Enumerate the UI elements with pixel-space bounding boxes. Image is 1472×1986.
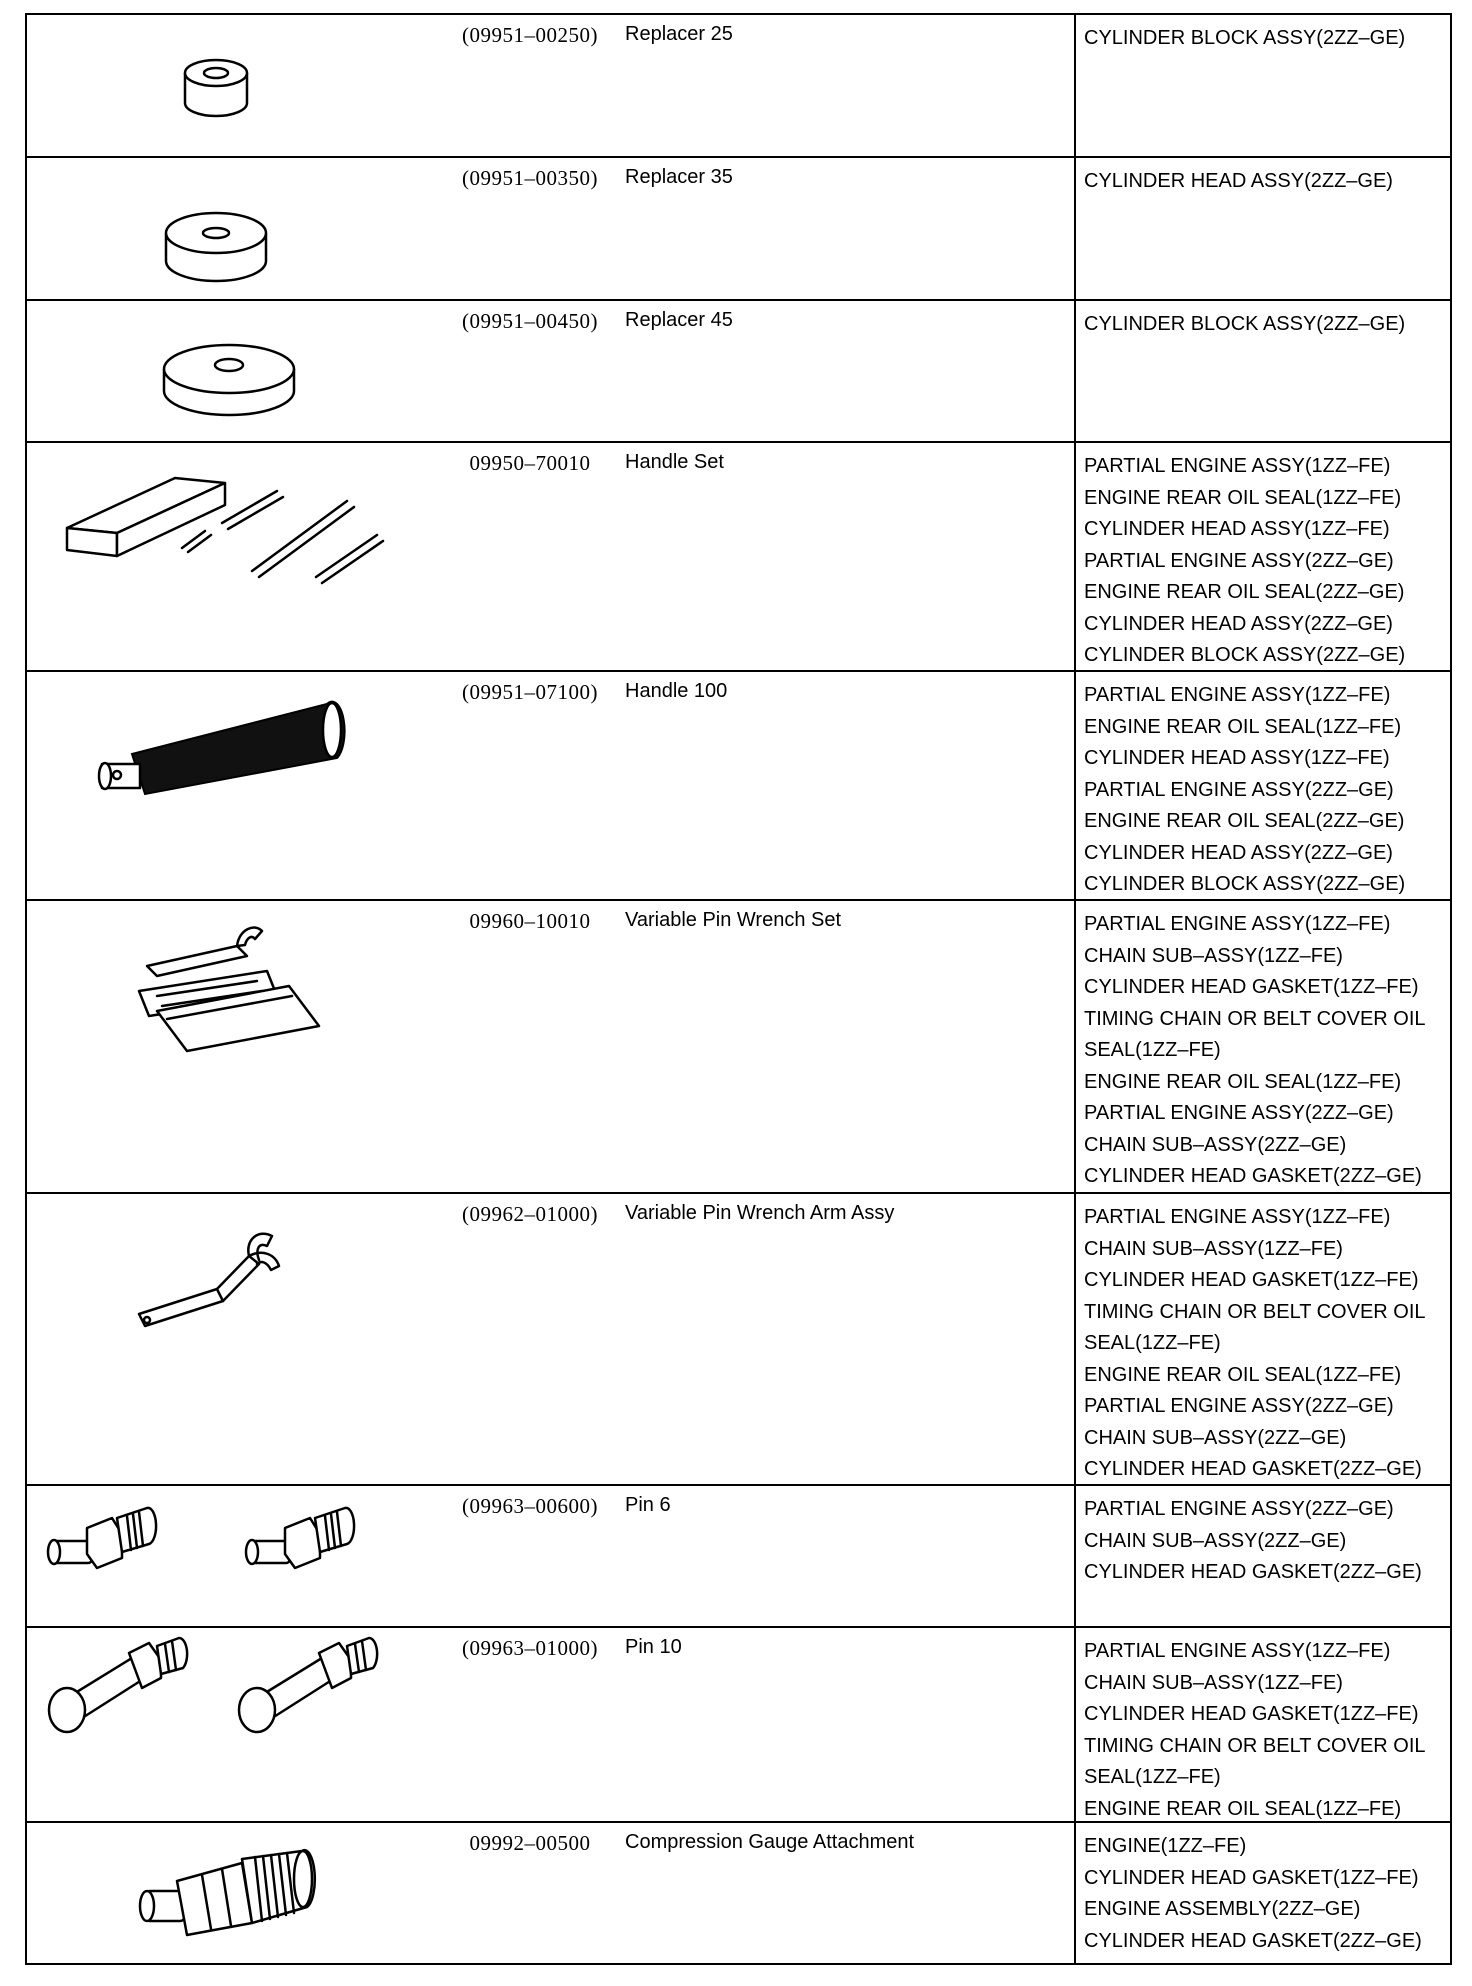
part-number: (09951–00350) <box>462 166 598 190</box>
usage-item: CYLINDER BLOCK ASSY(2ZZ–GE) <box>1084 644 1406 666</box>
tool-name: Handle 100 <box>625 680 728 702</box>
pin-6-icon <box>27 1486 427 1626</box>
usage-item: CYLINDER BLOCK ASSY(2ZZ–GE) <box>1084 873 1406 895</box>
usage-item: PARTIAL ENGINE ASSY(1ZZ–FE) <box>1084 684 1391 706</box>
table-row <box>27 1628 1450 1823</box>
usage-list <box>1084 451 1449 672</box>
usage-item: SEAL(1ZZ–FE) <box>1084 1039 1221 1061</box>
usage-item: CYLINDER BLOCK ASSY(2ZZ–GE) <box>1084 313 1406 335</box>
usage-item: CYLINDER HEAD GASKET(1ZZ–FE) <box>1084 1703 1419 1725</box>
compression-gauge-attachment-icon <box>27 1823 427 1967</box>
usage-item: PARTIAL ENGINE ASSY(1ZZ–FE) <box>1084 1640 1391 1662</box>
usage-item: CHAIN SUB–ASSY(2ZZ–GE) <box>1084 1133 1347 1156</box>
table-row <box>27 901 1450 1194</box>
usage-item: PARTIAL ENGINE ASSY(2ZZ–GE) <box>1084 1395 1394 1417</box>
usage-list <box>1084 1202 1449 1486</box>
tool-name: Replacer 35 <box>625 166 733 188</box>
usage-item: PARTIAL ENGINE ASSY(2ZZ–GE) <box>1084 549 1394 572</box>
usage-list <box>1084 1831 1449 1957</box>
usage-list <box>1084 309 1449 341</box>
part-number: (09951–00450) <box>462 309 598 333</box>
usage-item: ENGINE(1ZZ–FE) <box>1084 1835 1247 1857</box>
usage-list <box>1084 166 1449 198</box>
handle-set-icon <box>27 443 427 670</box>
table-row <box>27 1823 1450 1967</box>
part-number: (09962–01000) <box>462 1202 598 1226</box>
table-row <box>27 1194 1450 1486</box>
tool-name: Variable Pin Wrench Set <box>625 909 842 931</box>
usage-item: PARTIAL ENGINE ASSY(2ZZ–GE) <box>1084 1102 1394 1124</box>
usage-item: CYLINDER HEAD ASSY(2ZZ–GE) <box>1084 841 1393 864</box>
usage-item: CYLINDER HEAD GASKET(1ZZ–FE) <box>1084 1866 1419 1889</box>
usage-item: CYLINDER HEAD GASKET(1ZZ–FE) <box>1084 1269 1419 1291</box>
part-number: 09950–70010 <box>469 451 591 475</box>
usage-item: TIMING CHAIN OR BELT COVER OIL <box>1084 1300 1426 1323</box>
usage-item: CYLINDER HEAD ASSY(2ZZ–GE) <box>1084 612 1393 635</box>
part-number: (09951–07100) <box>462 680 598 704</box>
table-row <box>27 301 1450 443</box>
usage-item: SEAL(1ZZ–FE) <box>1084 1766 1221 1788</box>
replacer-45-icon <box>27 301 427 441</box>
usage-item: ENGINE REAR OIL SEAL(1ZZ–FE) <box>1084 1070 1402 1093</box>
table-row <box>27 158 1450 301</box>
usage-item: CYLINDER HEAD GASKET(1ZZ–FE) <box>1084 976 1419 998</box>
usage-item: CHAIN SUB–ASSY(1ZZ–FE) <box>1084 944 1343 967</box>
pin-wrench-arm-icon <box>27 1194 427 1484</box>
usage-item: ENGINE REAR OIL SEAL(2ZZ–GE) <box>1084 810 1405 832</box>
usage-item: TIMING CHAIN OR BELT COVER OIL <box>1084 1007 1426 1030</box>
usage-list <box>1084 1494 1449 1589</box>
replacer-35-icon <box>27 158 427 299</box>
tool-name: Compression Gauge Attachment <box>625 1831 915 1853</box>
handle-100-icon <box>27 672 427 899</box>
usage-item: CYLINDER BLOCK ASSY(2ZZ–GE) <box>1084 27 1406 49</box>
usage-item: ENGINE REAR OIL SEAL(1ZZ–FE) <box>1084 486 1402 509</box>
column-divider <box>1074 15 1076 1963</box>
usage-item: ENGINE REAR OIL SEAL(1ZZ–FE) <box>1084 715 1402 738</box>
usage-item: ENGINE REAR OIL SEAL(1ZZ–FE) <box>1084 1363 1402 1386</box>
part-number: (09963–00600) <box>462 1494 598 1518</box>
usage-item: ENGINE REAR OIL SEAL(2ZZ–GE) <box>1084 581 1405 603</box>
part-number: (09963–01000) <box>462 1636 598 1660</box>
tool-name: Pin 10 <box>625 1636 682 1658</box>
usage-item: PARTIAL ENGINE ASSY(2ZZ–GE) <box>1084 778 1394 801</box>
usage-item: CHAIN SUB–ASSY(1ZZ–FE) <box>1084 1237 1343 1260</box>
usage-item: TIMING CHAIN OR BELT COVER OIL <box>1084 1734 1426 1757</box>
table-row <box>27 443 1450 672</box>
tool-name: Replacer 45 <box>625 309 733 331</box>
tool-name: Variable Pin Wrench Arm Assy <box>625 1202 895 1224</box>
usage-item: SEAL(1ZZ–FE) <box>1084 1332 1221 1354</box>
usage-item: CYLINDER HEAD GASKET(2ZZ–GE) <box>1084 1929 1422 1952</box>
usage-item: CYLINDER HEAD ASSY(2ZZ–GE) <box>1084 170 1393 192</box>
usage-item: ENGINE ASSEMBLY(2ZZ–GE) <box>1084 1898 1361 1920</box>
usage-item: CYLINDER HEAD GASKET(2ZZ–GE) <box>1084 1458 1422 1480</box>
usage-item: CYLINDER HEAD ASSY(1ZZ–FE) <box>1084 747 1390 769</box>
usage-item: PARTIAL ENGINE ASSY(2ZZ–GE) <box>1084 1498 1394 1520</box>
usage-item: PARTIAL ENGINE ASSY(1ZZ–FE) <box>1084 455 1391 477</box>
part-number: 09992–00500 <box>469 1831 591 1855</box>
usage-item: ENGINE REAR OIL SEAL(1ZZ–FE) <box>1084 1797 1402 1820</box>
replacer-25-icon <box>27 15 427 156</box>
sst-table <box>25 13 1452 1965</box>
usage-item: PARTIAL ENGINE ASSY(1ZZ–FE) <box>1084 1206 1391 1228</box>
table-row <box>27 1486 1450 1628</box>
usage-list <box>1084 909 1449 1193</box>
tool-name: Replacer 25 <box>625 23 733 45</box>
usage-item: CHAIN SUB–ASSY(2ZZ–GE) <box>1084 1426 1347 1449</box>
usage-list <box>1084 1636 1449 1825</box>
table-row <box>27 15 1450 158</box>
pin-wrench-set-icon <box>27 901 427 1192</box>
usage-list <box>1084 680 1449 901</box>
tool-name: Handle Set <box>625 451 724 473</box>
usage-item: PARTIAL ENGINE ASSY(1ZZ–FE) <box>1084 913 1391 935</box>
usage-item: CHAIN SUB–ASSY(1ZZ–FE) <box>1084 1671 1343 1694</box>
usage-list <box>1084 23 1449 55</box>
part-number: 09960–10010 <box>469 909 591 933</box>
usage-item: CYLINDER HEAD ASSY(1ZZ–FE) <box>1084 518 1390 540</box>
usage-item: CYLINDER HEAD GASKET(2ZZ–GE) <box>1084 1165 1422 1187</box>
pin-10-icon <box>27 1628 427 1821</box>
part-number: (09951–00250) <box>462 23 598 47</box>
usage-item: CYLINDER HEAD GASKET(2ZZ–GE) <box>1084 1561 1422 1583</box>
tool-name: Pin 6 <box>625 1494 671 1516</box>
table-row <box>27 672 1450 901</box>
usage-item: CHAIN SUB–ASSY(2ZZ–GE) <box>1084 1529 1347 1552</box>
